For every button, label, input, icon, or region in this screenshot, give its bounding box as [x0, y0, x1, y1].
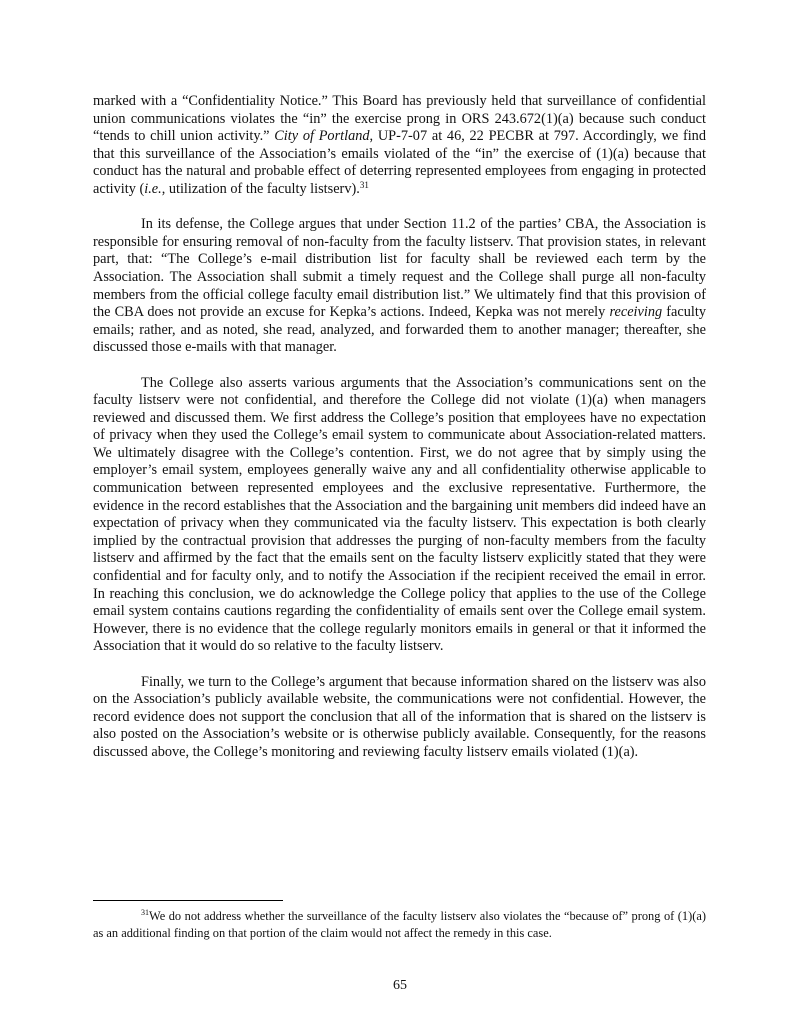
footnote-marker: 31: [141, 908, 149, 917]
paragraph-2: [93, 216, 706, 357]
text-segment: In its defense, the College argues that under Section 11.2 of the parties’ CBA, the Association is responsible for ensuring removal of non-faculty from the faculty listserv. That provision states, in relevant part, that: “The College’s e-mail distribution list for faculty shall be reviewed each term by the Association. The Association shall submit a timely request and the College shall purge all non-faculty members from the official college faculty email distribution list.” We ultimately find that this provision of the CBA does not provide an excuse for Kepka’s actions. Indeed, Kepka was not merely: [93, 216, 706, 321]
text-segment: faculty emails; rather, and as noted, she read, analyzed, and forwarded them to another manager; thereafter, she discussed those e-mails with that manager.: [93, 304, 706, 356]
text-segment: , utilization of the faculty listserv).: [161, 180, 360, 197]
paragraph-1: [93, 93, 706, 199]
footnote-text: We do not address whether the surveillance of the faculty listserv also violates the “because of” prong of (1)(a) as an additional finding on that portion of the claim would not affect the remedy in this case.: [93, 909, 706, 940]
footnote: [93, 908, 706, 942]
page-number: 65: [393, 978, 407, 993]
italic-text: City of Portland: [274, 128, 370, 145]
text-segment: Finally, we turn to the College’s argument that because information shared on the listserv was also on the Association’s publicly available website, the communications were not confidential. However, the record evidence does not support the conclusion that all of the information that is shared on the listserv is also posted on the Association’s website or is otherwise publicly available. Consequently, for the reasons discussed above, the College’s monitoring and reviewing faculty listserv emails violated (1)(a).: [93, 673, 706, 760]
italic-text: receiving: [609, 304, 663, 321]
text-segment: marked with a “Confidentiality Notice.” This Board has previously held that surveillance of confidential union communications violates the “in” the exercise prong in ORS 243.672(1)(a) because such conduct “tends to chill union activity.”: [93, 93, 706, 145]
paragraph-3: [93, 375, 706, 657]
text-segment: The College also asserts various arguments that the Association’s communications sent on the faculty listserv were not confidential, and therefore the College did not violate (1)(a) when managers reviewed and discussed them. We first address the College’s position that employees have no expectation of privacy when they used the College’s email system to communicate about Association-related matters. We ultimately disagree with the College’s contention. First, we do not agree that by simply using the employer’s email system, employees generally waive any and all confidentiality otherwise applicable to communication between represented employees and the exclusive representative. Furthermore, the evidence in the record establishes that the Association and the bargaining unit members did indeed have an expectation of privacy when they communicated via the faculty listserv. This expectation is both clearly implied by the contractual provision that addresses the purging of non-faculty members from the faculty listserv and affirmed by the fact that the emails sent on the faculty listserv explicitly stated that they were confidential and for faculty only, and to notify the Association if the recipient received the email in error. In reaching this conclusion, we do acknowledge the College policy that applies to the use of the College email system contains cautions regarding the confidentiality of emails sent over the College email system. However, there is no evidence that the college regularly monitors emails in general or that it informed the Association that it would do so relative to the faculty listserv.: [93, 374, 706, 655]
footnote-reference: 31: [359, 179, 369, 190]
paragraph-4: [93, 674, 706, 762]
footnote-divider: [93, 900, 283, 901]
document-body: [93, 93, 706, 779]
italic-text: i.e.: [144, 180, 162, 197]
text-segment: , UP-7-07 at 46, 22 PECBR at 797. Accordingly, we find that this surveillance of the Association’s emails violated of the “in” the exercise of (1)(a) because that conduct has the natural and probable effect of deterring represented employees from engaging in protected activity (: [93, 128, 706, 197]
